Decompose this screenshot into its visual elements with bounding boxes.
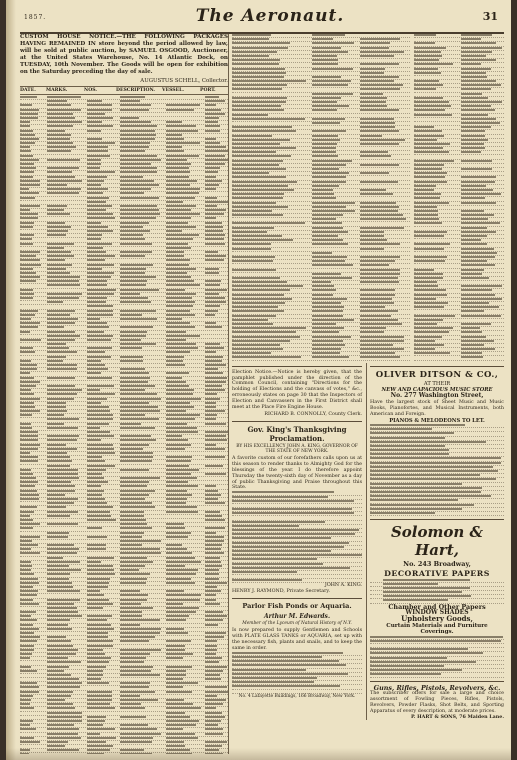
solomon-tagline: DECORATIVE PAPERS <box>384 568 490 578</box>
customs-notice-heading: CUSTOM HOUSE NOTICE.—THE FOLLOWING PACKAGES HAVING REMAINED IN store beyond the period allowed by law, will be sold at public auction, by SAMUEL OSGOOD, Auctioneer, at the United States Warehouse, No. 14 Atlantic Dock, on TUESDAY, 10th November. The Goods will be open for exhibition on the Saturday preceding the day of sale. <box>20 34 228 75</box>
guns-title: Guns, Rifles, Pistols, Revolvers, &c. <box>373 683 501 692</box>
header-date: 1857. <box>24 14 47 21</box>
masthead-title: The Aeronaut. <box>195 6 345 26</box>
proclamation-secretary: HENRY J. RAYMOND, Private Secretary. <box>232 589 330 595</box>
newspaper-page <box>6 0 511 760</box>
aquaria-title: Parlor Fish Ponds or Aquaria. <box>242 602 352 611</box>
ditson-store: NEW AND CAPACIOUS MUSIC STORE <box>381 387 493 394</box>
aquaria-body-lines <box>232 652 362 694</box>
fine-print-line <box>370 673 504 677</box>
solomon-body-lines-a <box>370 579 504 604</box>
customs-table-body <box>20 96 228 754</box>
solomon-name: Solomon & Hart, <box>390 523 484 560</box>
solomon-address: No. 243 Broadway, <box>403 560 471 569</box>
fine-print-line <box>232 356 410 360</box>
solomon-chamber: Chamber and Other Papers <box>388 602 486 611</box>
fine-print-line <box>232 690 362 694</box>
solomon-shades: WINDOW SHADES <box>405 609 469 617</box>
col-vessel: VESSEL. <box>162 88 184 93</box>
page-number: 31 <box>482 10 498 23</box>
ditson-address: No. 277 Washington Street, <box>390 392 484 400</box>
solomon-upholstery: Upholstery Goods, <box>401 614 473 624</box>
guns-signature: P. HART & SONS, 76 Maiden Lane. <box>410 713 504 720</box>
ditson-name: OLIVER DITSON & CO., <box>375 369 499 380</box>
customs-table-continued <box>232 34 504 361</box>
proclamation-signature: JOHN A. KING. <box>324 583 363 589</box>
ditson-desc: Have the largest stock of Sheet Music and Music Books, Pianofortes, and Musical Instruments, both American and Foreign. <box>370 399 504 417</box>
customs-notice-column <box>20 34 229 754</box>
fine-print-line <box>370 599 504 603</box>
proclamation-title: Gov. King's Thanksgiving Proclamation. <box>247 424 347 443</box>
col-description: DESCRIPTION. <box>116 88 155 93</box>
proclamation-body-lines <box>232 491 362 583</box>
customs-table-header <box>20 86 228 95</box>
customs-table-continued-left <box>232 34 410 361</box>
col-date: DATE. <box>20 88 36 93</box>
ditson-pianos: PIANOS & MELODEONS TO LET. <box>389 417 485 424</box>
fine-print-line <box>414 356 504 360</box>
aquaria-text: Is now prepared to supply Gentlemen and Schools with PLATE GLASS TANKS or AQUARIA, set up with the necessary fish, plants and snails, and to keep the same in order. <box>232 628 363 651</box>
aquaria-member: Member of the Lyceum of Natural History of N.Y. <box>242 621 352 627</box>
right-column <box>232 34 504 754</box>
page-header <box>20 4 504 34</box>
middle-subcolumn <box>232 363 362 721</box>
guns-text: The subscriber offers for sale a large and choice assortment of Fowling Pieces, Rifles, Pistols, Revolvers, Powder Flasks, Shot Belts, and Sporting Apparatus of every description, at moderate prices. <box>370 690 504 714</box>
solomon-body-lines-b <box>370 636 504 678</box>
solomon-curtain: Curtain Materials and Furniture Coverings. <box>386 622 488 636</box>
election-notice-text: Election Notice.—Notice is hereby given, that the pamphlet published under the direction of the Common Council, containing "Directions for the holding of Elections and the canvass of votes," &c., erroneously states on page 30 that the Inspectors of Election and Canvassers in the First District shall meet at the Place Fire Engine House. <box>232 369 363 411</box>
customs-table-continued-right <box>414 34 504 361</box>
ditson-body-lines <box>370 424 504 516</box>
fine-print-line <box>232 579 362 583</box>
fine-print-line <box>370 512 504 516</box>
page-bottom-shade <box>6 748 511 760</box>
proclamation-subtitle: BY HIS EXCELLENCY JOHN A. KING, GOVERNOR OF THE STATE OF NEW YORK. <box>236 443 358 454</box>
lower-right-section <box>232 363 504 721</box>
aquaria-address: No. 4 Lafayette Buildings, 166 Broadway, New York. <box>238 693 356 699</box>
col-marks: MARKS. <box>46 88 68 93</box>
ads-subcolumn <box>366 363 504 721</box>
col-nos: NOS. <box>84 88 97 93</box>
page-gutter-shadow <box>6 0 16 760</box>
col-port: PORT. <box>200 88 216 93</box>
customs-notice-signature: AUGUSTUS SCHELL, Collector. <box>140 78 228 84</box>
ditson-at: AT THEIR <box>423 380 451 387</box>
election-notice-signature: RICHARD B. CONNOLLY, County Clerk. <box>264 411 363 417</box>
aquaria-author: Arthur M. Edwards. <box>264 613 331 621</box>
proclamation-text: A favorite custom of our forefathers calls upon us at this season to render thanks to Almighty God for the blessings of the year. I do therefore appoint Thursday the twenty-sixth day of November as a day of public Thanksgiving and Praise throughout this State. <box>232 455 363 491</box>
